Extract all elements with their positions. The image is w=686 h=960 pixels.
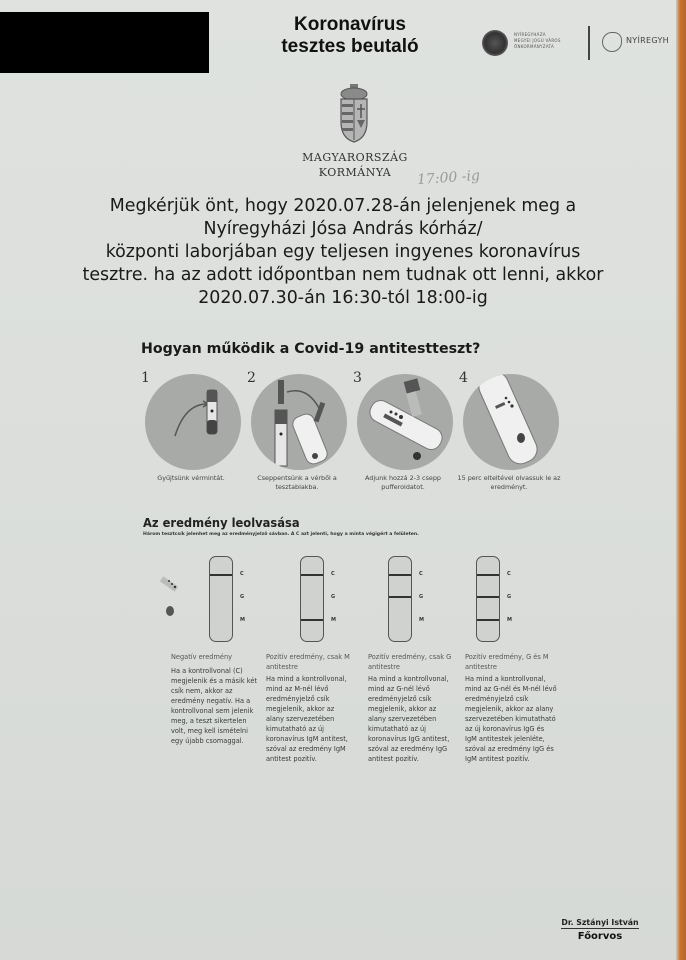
government-name: MAGYARORSZÁG KORMÁNYA [302,151,408,179]
dropper-illustration-icon [251,374,347,470]
message-line: Megkérjük önt, hogy 2020.07.28-án jelenjenek meg a [109,196,577,216]
logo-divider [588,26,590,60]
result-heading: Negatív eredmény [171,653,233,661]
g-band [477,596,499,598]
step-caption: Cseppentsünk a vérből a tesztablakba. [257,474,337,491]
control-band [301,574,323,576]
result-strip-igm-positive: C G M [300,556,324,642]
appointment-message [30,195,656,310]
howto-title: Hogyan működik a Covid-19 antitestteszt? [141,341,481,357]
m-band [301,619,323,621]
control-band [477,574,499,576]
step-number: 3 [353,370,362,386]
message-line: Nyíregyházi Jósa András kórház/ [203,219,483,239]
nyiregyhaza-logo-icon [602,32,622,52]
message-line: 2020.07.30-án 16:30-tól 18:00-ig [198,288,488,308]
redacted-block [0,12,209,73]
title-line-1: Koronavírus [294,14,406,35]
handwritten-note: 17:00 -ig [416,167,481,189]
result-strip-igg-igm-positive: C G M [476,556,500,642]
document-title [250,14,450,58]
signatory-role: Főorvos [577,931,623,942]
city-logo-text: NYÍREGYHÁZA MEGYEI JOGÚ VÁROS ÖNKORMÁNYZATA [514,32,561,49]
result-negative [171,652,257,746]
nyiregyhaza-logo-text: NYÍREGYH [626,36,669,45]
buffer-illustration-icon [357,374,453,470]
read-result-illustration-icon [463,374,559,470]
result-heading: Pozitív eredmény, G és M antitestre [465,653,549,671]
result-igg-igm-positive [465,652,557,764]
result-heading: Pozitív eredmény, csak G antitestre [368,653,452,671]
hungarian-coat-of-arms-icon [337,82,371,144]
control-band [389,574,411,576]
page-edge [676,0,686,960]
message-line: tesztre. ha az adott időpontban nem tudnak ott lenni, akkor [82,265,604,285]
step-caption: Gyűjtsünk vérmintát. [157,474,225,482]
city-crest-icon [482,30,508,56]
result-body: Ha mind a kontrollvonal, mind az G-nél és M-nél lévő eredményjelző csík megjelenik, akkor az alany szervezetében kimutatható az új koronavírus IgG és IgM antitestek jelenléte, szóval az eredmény IgG és IgM antitest pozitív. [465,675,557,763]
step-number: 4 [459,370,468,386]
blood-sample-illustration-icon [145,374,241,470]
step-number: 2 [247,370,256,386]
step-number: 1 [141,370,150,386]
title-line-2: tesztes beutaló [281,36,419,57]
reading-title: Az eredmény leolvasása [143,515,300,530]
test-cassette-icon [158,575,188,635]
signatory-name: Dr. Sztányi István [561,918,639,927]
step-caption: 15 perc elteltével olvassuk le az eredményt. [457,474,561,491]
m-band [477,619,499,621]
message-line: központi laborjában egy teljesen ingyenes koronavírus [105,242,581,262]
result-body: Ha mind a kontrollvonal, mind az M-nél lévő eredményjelző csík megjelenik, akkor az alany szervezetében kimutatható az új koronavírus IgM antitest, szóval az eredmény IgM antitest pozitív. [266,675,348,763]
control-band [210,574,232,576]
result-strip-igg-positive: C G M [388,556,412,642]
result-body: Ha a kontrollvonal (C) megjelenik és a másik két csík nem, akkor az eredmény negatív. Ha a kontrollvonal sem jelenik meg, a teszt sikertelen volt, meg kell ismételni egy újabb csomaggal. [171,667,257,745]
result-body: Ha mind a kontrollvonal, mind az G-nél lévő eredményjelző csík megjelenik, akkor az alany szervezetében kimutatható az új koronavírus IgG antitest, szóval az eredmény IgG antitest pozitív. [368,675,450,763]
result-heading: Pozitív eredmény, csak M antitestre [266,653,350,671]
signature-block [540,910,660,942]
reading-subtitle: Három tesztcsík jelenhet meg az eredményjelző sávban. A C azt jelenti, hogy a minta végigért a felületen. [143,532,419,537]
step-caption: Adjunk hozzá 2-3 csepp pufferoldatot. [365,474,441,491]
result-igm-positive [266,652,350,764]
result-strip-negative: C G M [209,556,233,642]
result-igg-positive [368,652,454,764]
partner-logos [478,24,684,64]
g-band [389,596,411,598]
